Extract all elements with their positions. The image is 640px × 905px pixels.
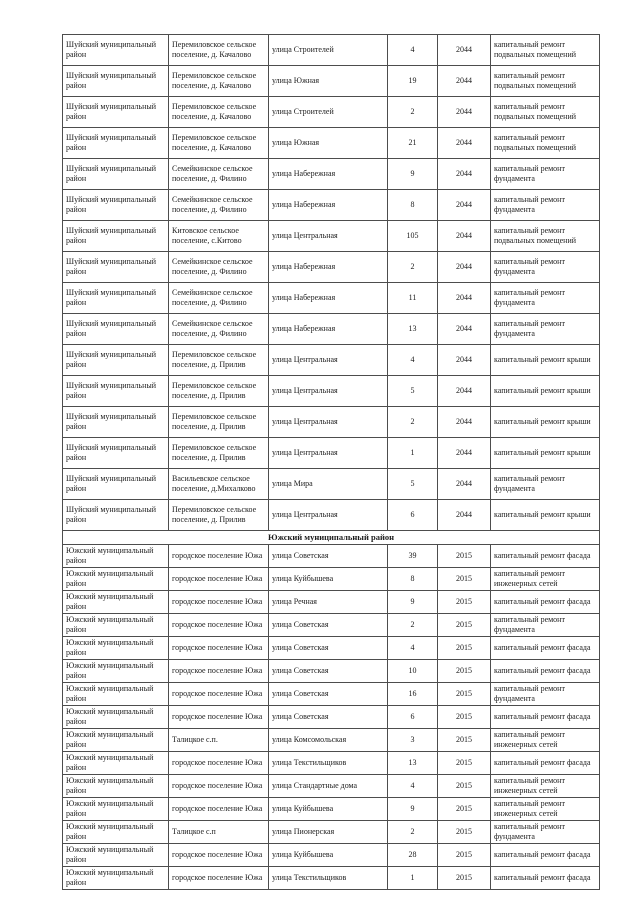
cell-district: Шуйский муниципальный район: [63, 159, 169, 190]
cell-year: 2015: [438, 798, 491, 821]
cell-settlement: городское поселение Южа: [169, 591, 269, 614]
cell-number: 2: [388, 97, 438, 128]
cell-street: улица Мира: [269, 469, 388, 500]
cell-year: 2044: [438, 66, 491, 97]
cell-number: 5: [388, 376, 438, 407]
cell-settlement: городское поселение Южа: [169, 614, 269, 637]
cell-street: улица Центральная: [269, 407, 388, 438]
cell-year: 2015: [438, 568, 491, 591]
cell-street: улица Набережная: [269, 314, 388, 345]
cell-year: 2015: [438, 821, 491, 844]
cell-year: 2044: [438, 407, 491, 438]
cell-repair: капитальный ремонт фасада: [491, 752, 600, 775]
cell-repair: капитальный ремонт подвальных помещений: [491, 66, 600, 97]
cell-year: 2044: [438, 128, 491, 159]
cell-number: 11: [388, 283, 438, 314]
cell-district: Южский муниципальный район: [63, 568, 169, 591]
cell-number: 13: [388, 752, 438, 775]
cell-district: Южский муниципальный район: [63, 660, 169, 683]
cell-number: 8: [388, 568, 438, 591]
cell-year: 2044: [438, 97, 491, 128]
cell-district: Шуйский муниципальный район: [63, 314, 169, 345]
cell-district: Шуйский муниципальный район: [63, 221, 169, 252]
cell-district: Южский муниципальный район: [63, 683, 169, 706]
table-row: [63, 97, 600, 128]
cell-settlement: Перемиловское сельское поселение, д. Прилив: [169, 376, 269, 407]
cell-settlement: городское поселение Южа: [169, 706, 269, 729]
cell-settlement: Талицкое с.п: [169, 821, 269, 844]
cell-repair: капитальный ремонт фасада: [491, 867, 600, 890]
cell-number: 6: [388, 500, 438, 531]
cell-district: Шуйский муниципальный район: [63, 66, 169, 97]
cell-year: 2015: [438, 752, 491, 775]
table-row: [63, 637, 600, 660]
cell-district: Южский муниципальный район: [63, 775, 169, 798]
cell-year: 2044: [438, 438, 491, 469]
cell-district: Шуйский муниципальный район: [63, 500, 169, 531]
table-row: [63, 35, 600, 66]
cell-repair: капитальный ремонт крыши: [491, 345, 600, 376]
table-row: [63, 591, 600, 614]
table-row: [63, 345, 600, 376]
cell-number: 28: [388, 844, 438, 867]
cell-repair: капитальный ремонт инженерных сетей: [491, 729, 600, 752]
table-row: [63, 775, 600, 798]
cell-street: улица Советская: [269, 660, 388, 683]
cell-district: Шуйский муниципальный район: [63, 190, 169, 221]
cell-repair: капитальный ремонт фундамента: [491, 614, 600, 637]
cell-year: 2015: [438, 706, 491, 729]
cell-number: 4: [388, 345, 438, 376]
cell-street: улица Советская: [269, 637, 388, 660]
cell-number: 21: [388, 128, 438, 159]
table-row: [63, 376, 600, 407]
cell-district: Шуйский муниципальный район: [63, 35, 169, 66]
cell-district: Южский муниципальный район: [63, 844, 169, 867]
cell-repair: капитальный ремонт фасада: [491, 545, 600, 568]
cell-year: 2044: [438, 345, 491, 376]
cell-repair: капитальный ремонт подвальных помещений: [491, 35, 600, 66]
cell-year: 2015: [438, 775, 491, 798]
cell-number: 19: [388, 66, 438, 97]
table-row: [63, 821, 600, 844]
cell-settlement: Перемиловское сельское поселение, д. Качалово: [169, 66, 269, 97]
table-body: [63, 35, 600, 890]
cell-settlement: городское поселение Южа: [169, 752, 269, 775]
cell-repair: капитальный ремонт инженерных сетей: [491, 798, 600, 821]
table-row: [63, 798, 600, 821]
table-row: [63, 314, 600, 345]
capital-repair-plan-table: [62, 34, 600, 890]
cell-number: 39: [388, 545, 438, 568]
table-row: [63, 500, 600, 531]
cell-number: 2: [388, 614, 438, 637]
cell-settlement: Семейкинское сельское поселение, д. Филино: [169, 159, 269, 190]
cell-number: 2: [388, 252, 438, 283]
cell-settlement: городское поселение Южа: [169, 867, 269, 890]
cell-number: 4: [388, 775, 438, 798]
cell-district: Южский муниципальный район: [63, 798, 169, 821]
cell-street: улица Речная: [269, 591, 388, 614]
cell-district: Шуйский муниципальный район: [63, 407, 169, 438]
cell-settlement: Талицкое с.п.: [169, 729, 269, 752]
cell-settlement: городское поселение Южа: [169, 775, 269, 798]
table-row: [63, 190, 600, 221]
cell-street: улица Набережная: [269, 252, 388, 283]
cell-settlement: городское поселение Южа: [169, 683, 269, 706]
cell-district: Южский муниципальный район: [63, 591, 169, 614]
cell-settlement: городское поселение Южа: [169, 798, 269, 821]
cell-settlement: Семейкинское сельское поселение, д. Филино: [169, 314, 269, 345]
cell-street: улица Стандартные дома: [269, 775, 388, 798]
table-row: [63, 752, 600, 775]
cell-street: улица Набережная: [269, 159, 388, 190]
cell-settlement: Китовское сельское поселение, с.Китово: [169, 221, 269, 252]
cell-number: 5: [388, 469, 438, 500]
cell-repair: капитальный ремонт подвальных помещений: [491, 97, 600, 128]
cell-street: улица Советская: [269, 614, 388, 637]
cell-district: Шуйский муниципальный район: [63, 438, 169, 469]
cell-year: 2044: [438, 190, 491, 221]
cell-district: Южский муниципальный район: [63, 729, 169, 752]
cell-street: улица Южная: [269, 66, 388, 97]
cell-year: 2044: [438, 283, 491, 314]
cell-repair: капитальный ремонт подвальных помещений: [491, 128, 600, 159]
cell-street: улица Строителей: [269, 97, 388, 128]
cell-district: Шуйский муниципальный район: [63, 252, 169, 283]
cell-number: 9: [388, 798, 438, 821]
section-header: Южский муниципальный район: [63, 531, 600, 545]
cell-repair: капитальный ремонт фасада: [491, 706, 600, 729]
cell-street: улица Комсомольская: [269, 729, 388, 752]
cell-settlement: Васильевское сельское поселение, д.Михалково: [169, 469, 269, 500]
section-header-row: [63, 531, 600, 545]
cell-street: улица Набережная: [269, 190, 388, 221]
cell-street: улица Центральная: [269, 221, 388, 252]
cell-number: 16: [388, 683, 438, 706]
cell-district: Шуйский муниципальный район: [63, 283, 169, 314]
cell-street: улица Текстильщиков: [269, 752, 388, 775]
cell-year: 2015: [438, 844, 491, 867]
cell-settlement: Перемиловское сельское поселение, д. Качалово: [169, 97, 269, 128]
cell-settlement: городское поселение Южа: [169, 545, 269, 568]
cell-number: 9: [388, 591, 438, 614]
cell-district: Шуйский муниципальный район: [63, 97, 169, 128]
cell-repair: капитальный ремонт фасада: [491, 591, 600, 614]
cell-district: Шуйский муниципальный район: [63, 345, 169, 376]
cell-year: 2015: [438, 591, 491, 614]
table-row: [63, 614, 600, 637]
cell-district: Шуйский муниципальный район: [63, 376, 169, 407]
table-row: [63, 545, 600, 568]
cell-street: улица Центральная: [269, 500, 388, 531]
table-row: [63, 568, 600, 591]
cell-repair: капитальный ремонт фундамента: [491, 283, 600, 314]
cell-street: улица Советская: [269, 545, 388, 568]
cell-number: 2: [388, 407, 438, 438]
cell-repair: капитальный ремонт фундамента: [491, 469, 600, 500]
cell-street: улица Текстильщиков: [269, 867, 388, 890]
cell-number: 9: [388, 159, 438, 190]
table-row: [63, 469, 600, 500]
table-row: [63, 683, 600, 706]
table-row: [63, 438, 600, 469]
cell-repair: капитальный ремонт крыши: [491, 438, 600, 469]
table-row: [63, 407, 600, 438]
cell-year: 2044: [438, 469, 491, 500]
cell-repair: капитальный ремонт фасада: [491, 660, 600, 683]
cell-district: Южский муниципальный район: [63, 614, 169, 637]
cell-street: улица Куйбышева: [269, 798, 388, 821]
cell-year: 2044: [438, 314, 491, 345]
cell-district: Южский муниципальный район: [63, 752, 169, 775]
cell-street: улица Пионерская: [269, 821, 388, 844]
cell-number: 2: [388, 821, 438, 844]
cell-settlement: Семейкинское сельское поселение, д. Филино: [169, 283, 269, 314]
cell-number: 6: [388, 706, 438, 729]
table-row: [63, 283, 600, 314]
cell-settlement: городское поселение Южа: [169, 844, 269, 867]
cell-street: улица Набережная: [269, 283, 388, 314]
cell-number: 1: [388, 438, 438, 469]
cell-settlement: Семейкинское сельское поселение, д. Филино: [169, 252, 269, 283]
cell-street: улица Куйбышева: [269, 568, 388, 591]
cell-district: Южский муниципальный район: [63, 706, 169, 729]
table-row: [63, 221, 600, 252]
cell-year: 2044: [438, 376, 491, 407]
cell-settlement: Перемиловское сельское поселение, д. Качалово: [169, 128, 269, 159]
cell-street: улица Строителей: [269, 35, 388, 66]
cell-year: 2015: [438, 545, 491, 568]
cell-repair: капитальный ремонт крыши: [491, 500, 600, 531]
table-row: [63, 128, 600, 159]
cell-number: 13: [388, 314, 438, 345]
cell-number: 3: [388, 729, 438, 752]
cell-district: Южский муниципальный район: [63, 637, 169, 660]
cell-repair: капитальный ремонт инженерных сетей: [491, 775, 600, 798]
cell-settlement: Семейкинское сельское поселение, д. Филино: [169, 190, 269, 221]
cell-street: улица Центральная: [269, 345, 388, 376]
cell-year: 2044: [438, 221, 491, 252]
cell-year: 2015: [438, 637, 491, 660]
cell-number: 105: [388, 221, 438, 252]
cell-street: улица Центральная: [269, 376, 388, 407]
table-row: [63, 729, 600, 752]
cell-year: 2015: [438, 683, 491, 706]
cell-repair: капитальный ремонт фундамента: [491, 252, 600, 283]
cell-district: Южский муниципальный район: [63, 821, 169, 844]
cell-repair: капитальный ремонт инженерных сетей: [491, 568, 600, 591]
cell-repair: капитальный ремонт подвальных помещений: [491, 221, 600, 252]
cell-district: Южский муниципальный район: [63, 545, 169, 568]
cell-year: 2015: [438, 660, 491, 683]
table-row: [63, 660, 600, 683]
cell-year: 2044: [438, 500, 491, 531]
cell-repair: капитальный ремонт фундамента: [491, 821, 600, 844]
cell-repair: капитальный ремонт фундамента: [491, 190, 600, 221]
cell-year: 2015: [438, 614, 491, 637]
cell-number: 4: [388, 35, 438, 66]
cell-street: улица Центральная: [269, 438, 388, 469]
cell-year: 2015: [438, 867, 491, 890]
cell-settlement: городское поселение Южа: [169, 568, 269, 591]
cell-repair: капитальный ремонт крыши: [491, 407, 600, 438]
cell-settlement: Перемиловское сельское поселение, д. Прилив: [169, 407, 269, 438]
table-row: [63, 66, 600, 97]
cell-repair: капитальный ремонт фундамента: [491, 159, 600, 190]
cell-settlement: Перемиловское сельское поселение, д. Прилив: [169, 438, 269, 469]
table-row: [63, 159, 600, 190]
cell-settlement: Перемиловское сельское поселение, д. Прилив: [169, 345, 269, 376]
cell-repair: капитальный ремонт крыши: [491, 376, 600, 407]
table-row: [63, 706, 600, 729]
cell-number: 1: [388, 867, 438, 890]
cell-number: 8: [388, 190, 438, 221]
cell-repair: капитальный ремонт фасада: [491, 637, 600, 660]
cell-street: улица Южная: [269, 128, 388, 159]
cell-street: улица Советская: [269, 683, 388, 706]
cell-settlement: Перемиловское сельское поселение, д. Качалово: [169, 35, 269, 66]
cell-street: улица Куйбышева: [269, 844, 388, 867]
cell-year: 2015: [438, 729, 491, 752]
cell-district: Южский муниципальный район: [63, 867, 169, 890]
cell-year: 2044: [438, 252, 491, 283]
table-row: [63, 844, 600, 867]
cell-settlement: городское поселение Южа: [169, 660, 269, 683]
cell-year: 2044: [438, 159, 491, 190]
cell-settlement: городское поселение Южа: [169, 637, 269, 660]
cell-repair: капитальный ремонт фундамента: [491, 683, 600, 706]
cell-street: улица Советская: [269, 706, 388, 729]
table-row: [63, 867, 600, 890]
cell-repair: капитальный ремонт фасада: [491, 844, 600, 867]
cell-settlement: Перемиловское сельское поселение, д. Прилив: [169, 500, 269, 531]
cell-year: 2044: [438, 35, 491, 66]
cell-district: Шуйский муниципальный район: [63, 469, 169, 500]
cell-number: 10: [388, 660, 438, 683]
cell-repair: капитальный ремонт фундамента: [491, 314, 600, 345]
cell-district: Шуйский муниципальный район: [63, 128, 169, 159]
cell-number: 4: [388, 637, 438, 660]
table-row: [63, 252, 600, 283]
